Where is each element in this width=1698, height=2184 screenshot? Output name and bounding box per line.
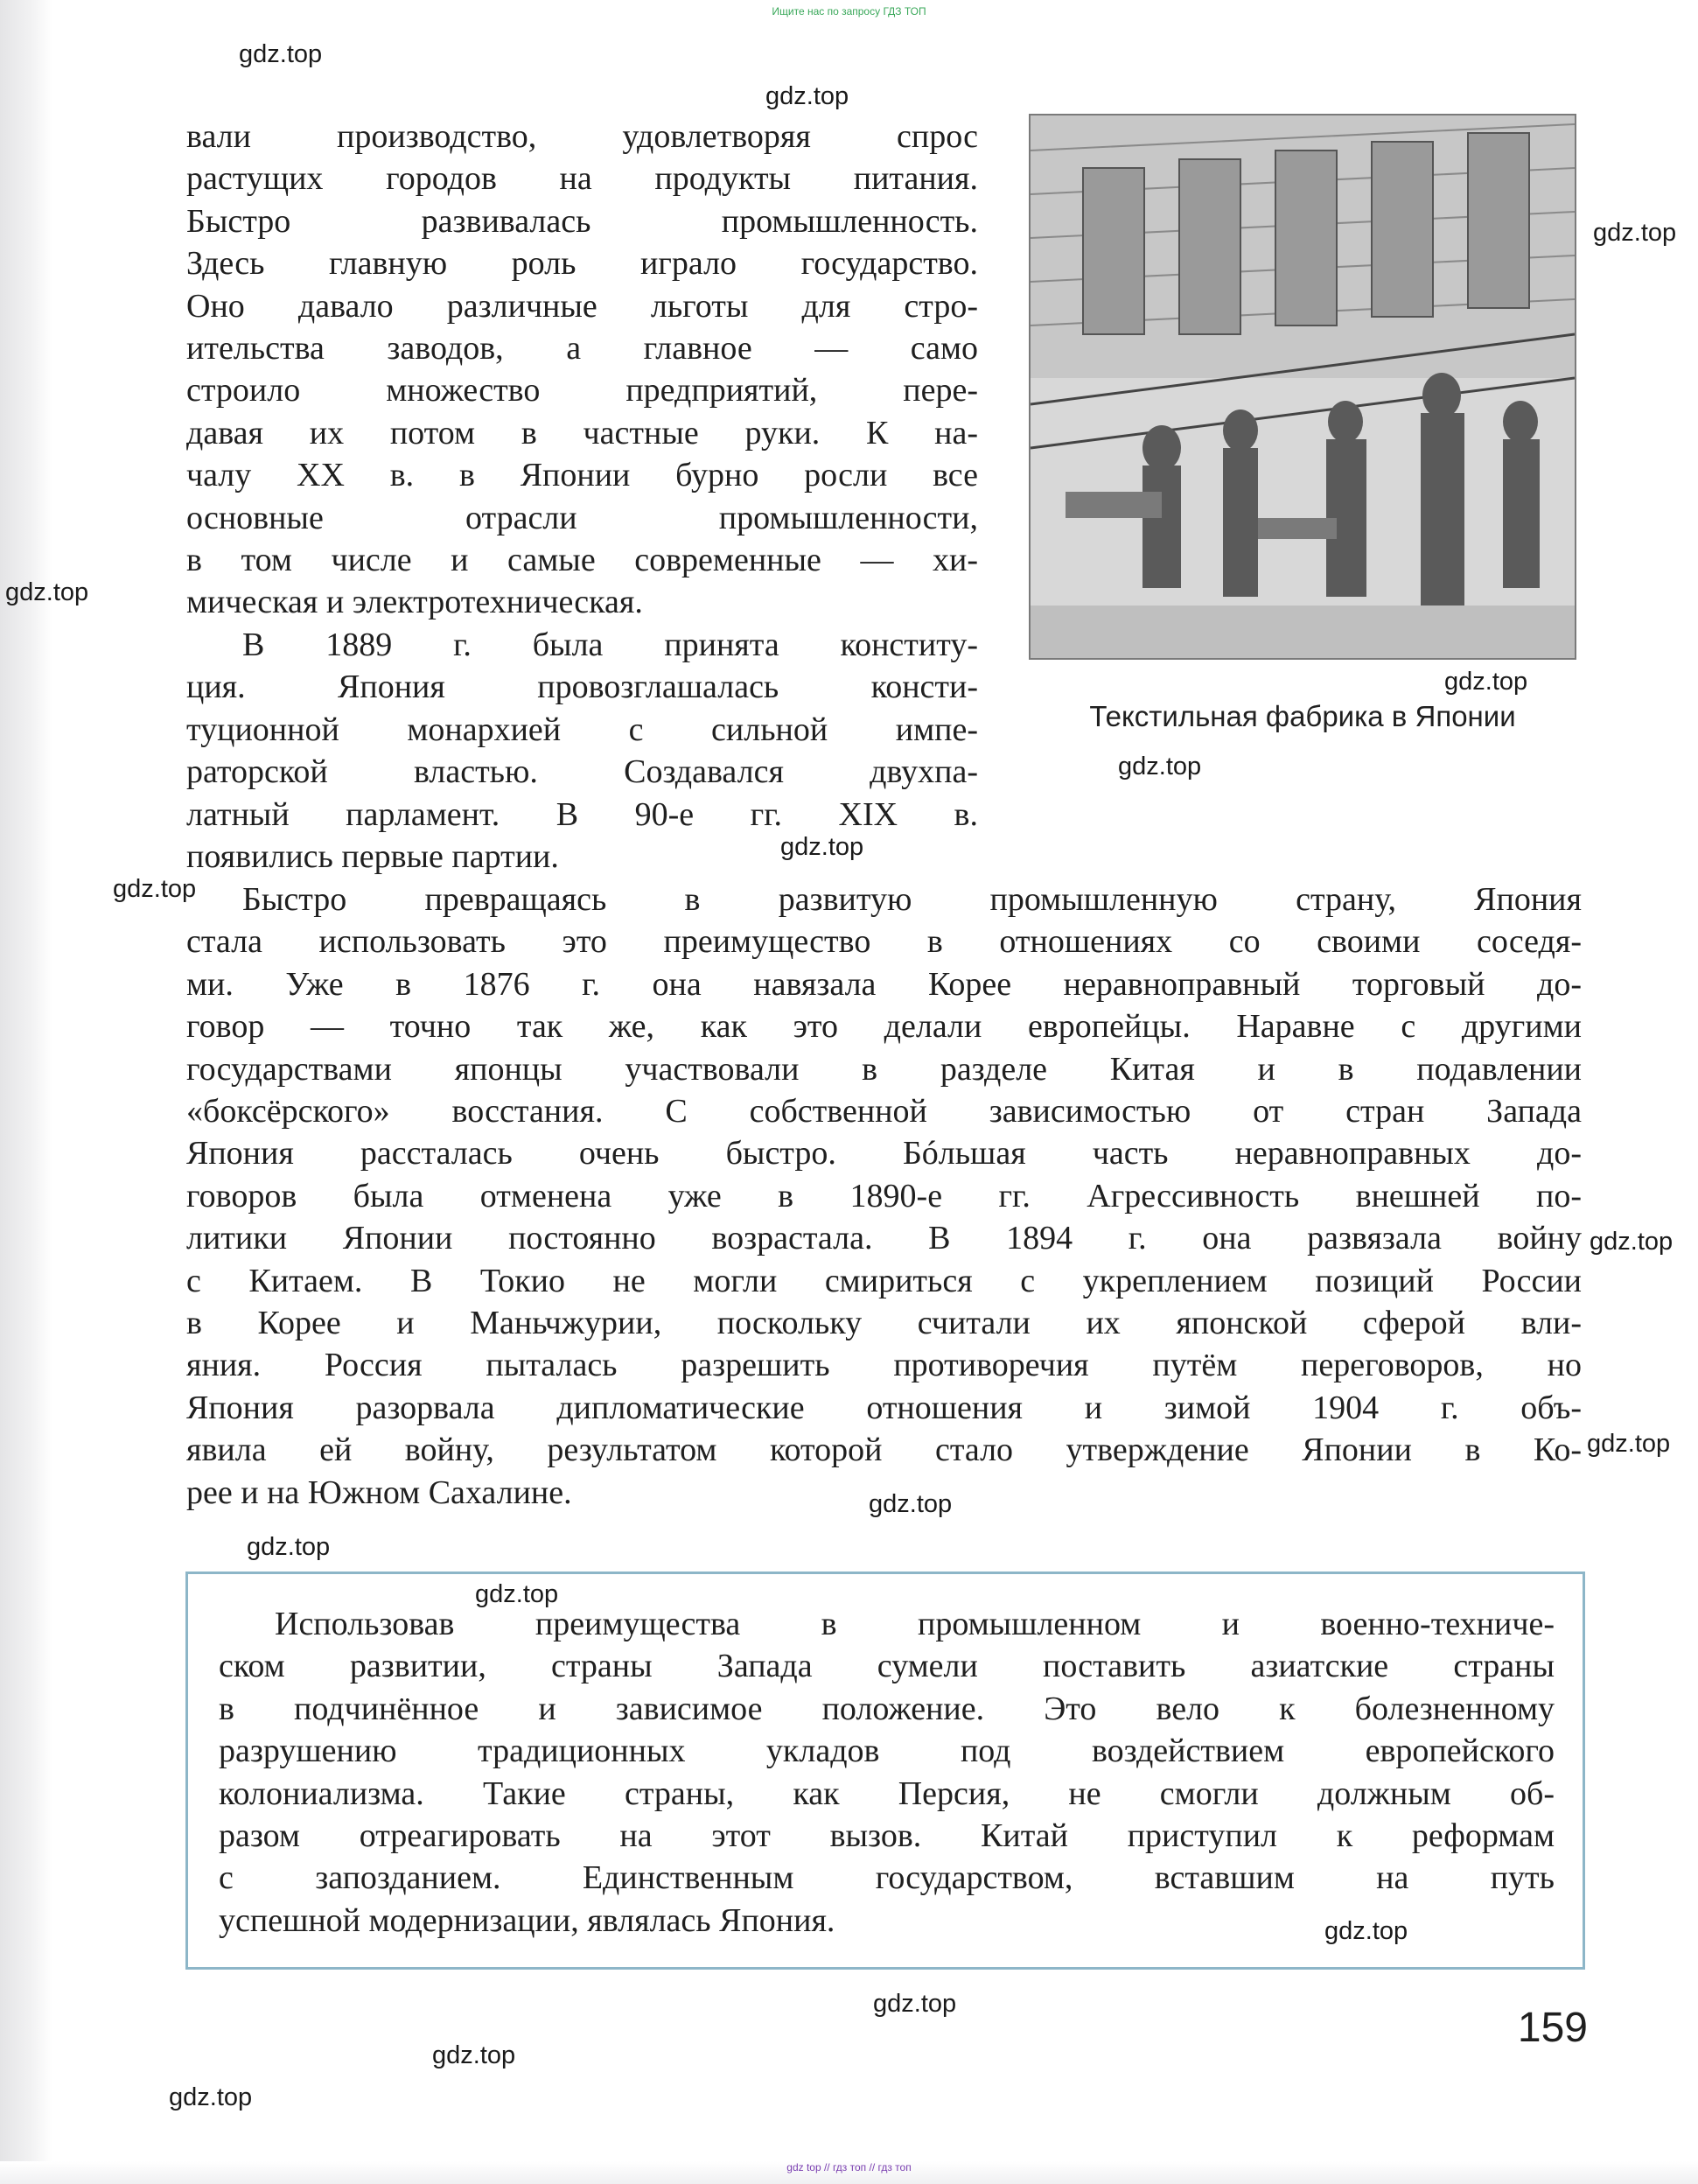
figure-caption: Текстильная фабрика в Японии (1089, 700, 1516, 732)
text-line: говоров была отменена уже в 1890-е гг. Агрессивность внешней по- (186, 1177, 1582, 1214)
watermark: gdz.top (873, 1990, 957, 2018)
watermark: gdz.top (780, 833, 864, 861)
text-line: колониализма. Такие страны, как Персия, не смогли должным об- (219, 1774, 1555, 1812)
text-line: латный парламент. В 90-е гг. XIX в. (186, 795, 978, 833)
watermark: gdz.top (239, 40, 323, 68)
text-line: яния. Россия пыталась разрешить противоречия путём переговоров, но (186, 1347, 1582, 1384)
text-line: в том числе и самые современные — хи- (186, 542, 978, 579)
watermark: gdz.top (1118, 752, 1202, 780)
text-line: говор — точно так же, как это делали европейцы. Наравне с другими (186, 1008, 1582, 1046)
text-line: успешной модернизации, являлась Япония. (219, 1901, 835, 1939)
text-line: в подчинённое и зависимое положение. Это вело к болезненному (219, 1690, 1555, 1727)
text-line: стала использовать это преимущество в отношениях со своими соседя- (186, 923, 1582, 961)
page-number: 159 (1517, 2005, 1588, 2051)
text-line: растущих городов на продукты питания. (186, 160, 978, 198)
text-line: с Китаем. В Токио не могли смириться с укреплением позиций России (186, 1262, 1582, 1299)
watermark: gdz.top (1593, 219, 1677, 247)
text-line: чалу XX в. в Японии бурно росли все (186, 457, 978, 494)
watermark: gdz.top (247, 1533, 331, 1561)
footer-note: gdz top // гдз топ // гдз топ (786, 2161, 912, 2174)
text-line: Быстро развивалась промышленность. (186, 202, 978, 240)
header-note: Ищите нас по запросу ГДЗ ТОП (772, 5, 926, 18)
text-line: раторской властью. Создавался двухпа- (186, 753, 978, 791)
text-line: Япония рассталась очень быстро. Бóльшая часть неравноправных до- (186, 1135, 1582, 1172)
text-line: строило множество предприятий, пере- (186, 372, 978, 410)
text-line: В 1889 г. была принята конститу- (242, 626, 978, 663)
watermark: gdz.top (5, 578, 89, 606)
page-edge-shadow (0, 0, 52, 2184)
text-line: литики Японии постоянно возрастала. В 1894 г. она развязала войну (186, 1220, 1582, 1257)
text-line: ция. Япония провозглашалась консти- (186, 668, 978, 706)
text-line: государствами японцы участвовали в разделе Китая и в подавлении (186, 1050, 1582, 1088)
paragraph-left-column (186, 116, 978, 878)
text-line: разрушению традиционных укладов под воздействием европейского (219, 1732, 1555, 1770)
watermark: gdz.top (432, 2041, 516, 2069)
text-line: туционной монархией с сильной импе- (186, 710, 978, 748)
watermark: gdz.top (869, 1490, 953, 1518)
watermark: gdz.top (475, 1580, 559, 1608)
textile-factory-image (1029, 114, 1576, 660)
factory-illustration (1031, 116, 1575, 658)
watermark: gdz.top (1324, 1917, 1408, 1945)
text-line: с запозданием. Единственным государством, вставшим на путь (219, 1859, 1555, 1897)
text-line: Оно давало различные льготы для стро- (186, 287, 978, 325)
paragraph-full-width (186, 878, 1582, 1514)
text-line: «боксёрского» восстания. С собственной зависимостью от стран Запада (186, 1093, 1582, 1130)
text-line: в Корее и Маньчжурии, поскольку считали их японской сферой вли- (186, 1305, 1582, 1342)
watermark: gdz.top (765, 82, 849, 110)
text-line: Использовав преимущества в промышленном и военно-техниче- (275, 1606, 1555, 1642)
watermark: gdz.top (1590, 1228, 1674, 1256)
text-line: разом отреагировать на этот вызов. Китай приступил к реформам (219, 1817, 1555, 1855)
text-line: Здесь главную роль играло государство. (186, 245, 978, 283)
watermark: gdz.top (113, 875, 197, 903)
text-line: Быстро превращаясь в развитую промышленную страну, Япония (242, 881, 1582, 918)
text-line: ми. Уже в 1876 г. она навязала Корее неравноправный торговый до- (186, 965, 1582, 1003)
text-line: ительства заводов, а главное — само (186, 330, 978, 368)
watermark: gdz.top (169, 2083, 253, 2111)
watermark: gdz.top (1444, 668, 1528, 696)
text-line: мическая и электротехническая. (186, 584, 643, 621)
text-line: явила ей войну, результатом которой стало утверждение Японии в Ко- (186, 1432, 1582, 1469)
text-line: появились первые партии. (186, 837, 559, 875)
text-line: рее и на Южном Сахалине. (186, 1474, 572, 1511)
watermark: gdz.top (1587, 1430, 1671, 1458)
text-line: Япония разорвала дипломатические отношения и зимой 1904 г. объ- (186, 1389, 1582, 1426)
text-line: давая их потом в частные руки. К на- (186, 414, 978, 452)
text-line: ском развитии, страны Запада сумели поставить азиатские страны (219, 1648, 1555, 1685)
text-line: основные отрасли промышленности, (186, 499, 978, 536)
text-line: вали производство, удовлетворяя спрос (186, 118, 978, 155)
summary-text (219, 1603, 1555, 1942)
